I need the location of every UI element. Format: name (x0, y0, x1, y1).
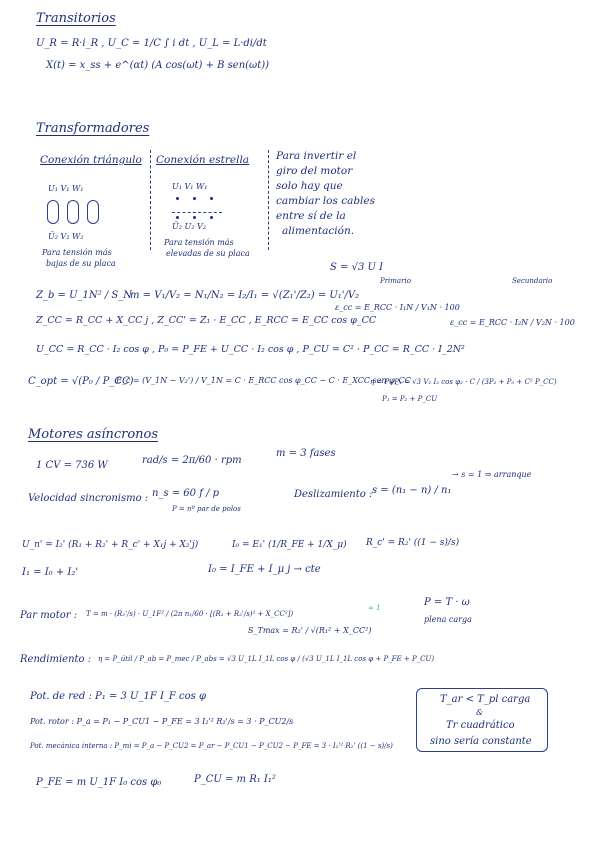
col3-line-2: giro del motor (276, 165, 353, 177)
terminal-dot-icon (193, 216, 196, 219)
col3-line-1: Para invertir el (276, 150, 357, 162)
col2-bottom-labels: Ū₂ U₂ V₂ (172, 222, 206, 231)
section-title-transformadores: Transformadores (36, 121, 150, 136)
col3-line-4: cambiar los cables (276, 195, 376, 207)
equation-par-motor: T = m · (R₂'/s) · U_1F² / (2π n₁/60 · [(R₁ + R₂'/s)² + X_CC²]) (86, 610, 294, 618)
column-divider-1 (150, 150, 151, 250)
equation-un: U_n' = I₂' (R₁ + R₂' + R_c' + X₁j + X₂'j) (22, 540, 199, 550)
winding-coil-icon (67, 200, 79, 224)
label-rendimiento: Rendimiento : (20, 654, 92, 665)
equation-transitorios-1: U_R = R·i_R , U_C = 1/C ∫ i dt , U_L = L·di/dt (36, 38, 267, 49)
note-box-line-4: sino sería constante (430, 736, 532, 747)
col3-line-5: entre sí de la (276, 210, 346, 222)
equation-deslizamiento: s = (n₁ − n) / n₁ (372, 485, 452, 496)
equation-velocidad: n_s = 60 f / p (152, 488, 220, 499)
label-secundario: Secundario (512, 277, 553, 285)
equation-pot-mecanica: Pot. mecánica interna : P_mi = P_a − P_CU2 = P_ar − P_CU1 − P_CU2 − P_FE = 3 · I₂'² R₂' ((1 − s)/s) (30, 742, 393, 750)
equation-i0b: I₀ = I_FE + I_μ j → cte (208, 564, 321, 575)
equation-ecc-primario: ε_cc = E_RCC · I₁N / V₁N · 100 (335, 303, 460, 312)
equation-stmax: S_Tmax = R₂' / √(R₁² + X_CC²) (248, 626, 372, 635)
col3-line-3: solo hay que (276, 180, 343, 192)
col1-note-1: Para tensión más (42, 248, 112, 257)
equation-pfe: P_FE = m U_1F I₀ cos φ₀ (36, 777, 162, 788)
note-box-line-3: Tr cuadrático (446, 720, 515, 731)
terminal-dot-icon (176, 197, 179, 200)
star-link-icon (172, 212, 222, 213)
equation-zb: Z_b = U_1N² / S_N (36, 290, 132, 301)
col2-terminal-labels: U₁ V₁ W₁ (172, 182, 208, 191)
col1-bottom-labels: Ū₂ V₂ W₂ (48, 232, 84, 241)
label-deslizamiento: Deslizamiento : (294, 489, 373, 500)
equation-ec: E_c = (V_1N − V₂') / V_1N = C · E_RCC cos φ_CC − C · E_XCC sen φ_CC (116, 376, 411, 385)
equation-fases: m = 3 fases (276, 448, 336, 459)
note-velocidad: P = nº par de polos (172, 505, 241, 513)
equation-m: m = V₁/V₂ = N₁/N₂ = I₂/I₁ = √(Z₁'/Z₂) = U₁'/V₂ (130, 290, 360, 301)
column-divider-2 (268, 150, 269, 250)
equation-ucc: U_CC = R_CC · I₂ cos φ , P₀ = P_FE + U_CC · I₂ cos φ , P_CU = C² · P_CC = R_CC · I_2N² (36, 344, 465, 355)
terminal-dot-icon (210, 197, 213, 200)
equation-pot-red: Pot. de red : P₁ = 3 U_1F I_F cos φ (30, 691, 206, 702)
label-velocidad: Velocidad sincronismo : (28, 493, 149, 504)
winding-coil-icon (47, 200, 59, 224)
note-plena-carga: plena carga (424, 615, 472, 624)
terminal-dot-icon (176, 216, 179, 219)
equation-ecc-secundario: ε_cc = E_RCC · I₂N / V₂N · 100 (450, 318, 575, 327)
section-title-motores: Motores asíncronos (28, 427, 159, 442)
label-primario: Primario (380, 277, 411, 285)
equation-i1: I₁ = I₀ + I₂' (22, 567, 79, 578)
equation-potencia: P = T · ω (424, 597, 470, 608)
col2-note-2: elevadas de su placa (166, 249, 250, 258)
equation-zcc: Z_CC = R_CC + X_CC j , Z_CC' = Z₁ · E_CC , E_RCC = E_CC cos φ_CC (36, 315, 377, 326)
equation-cv: 1 CV = 736 W (36, 460, 108, 471)
col2-note-1: Para tensión más (164, 238, 234, 247)
col1-title: Conexión triángulo (40, 154, 142, 166)
label-par-motor: Par motor : (20, 610, 78, 621)
note-deslizamiento: → s = 1 ⇒ arranque (452, 470, 532, 479)
terminal-dot-icon (210, 216, 213, 219)
equation-pcu: P_CU = m R₁ I₁² (194, 774, 276, 785)
col1-terminal-labels: U₁ V₁ W₁ (48, 184, 84, 193)
winding-coil-icon (87, 200, 99, 224)
equation-rendimiento: η = P_útil / P_ab = P_mec / P_abs = √3 U_1L I_1L cos φ / (√3 U_1L I_1L cos φ + P_FE + P_CU) (98, 655, 435, 663)
col1-note-2: bajas de su placa (46, 259, 116, 268)
note-stmax: ≈ 1 (368, 604, 381, 612)
equation-transitorios-2: X(t) = x_ss + e^(αt) (A cos(ωt) + B sen(ωt)) (46, 60, 270, 71)
equation-rads: rad/s = 2π/60 · rpm (142, 455, 242, 466)
equation-pot-rotor: Pot. rotor : P_a = P₁ − P_CU1 − P_FE = 3 I₂'² R₂'/s = 3 · P_CU2/s (30, 717, 294, 726)
col2-title: Conexión estrella (156, 154, 250, 166)
note-box-line-1: T_ar < T_pl carga (440, 694, 531, 705)
equation-copt: C_opt = √(P₀ / P_CC) (28, 376, 134, 387)
terminal-dot-icon (193, 197, 196, 200)
note-box-line-2: & (476, 708, 484, 717)
equation-s: S = √3 U I (330, 262, 384, 273)
equation-p1: P₁ = P₂ + P_CU (382, 395, 438, 403)
col3-line-6: alimentación. (282, 225, 355, 237)
equation-i0: I₀ = E₁' (1/R_FE + 1/X_μ) (232, 540, 347, 550)
section-title-transitorios: Transitorios (36, 11, 116, 26)
equation-eta: η = P₂/P₁ = √3 V₂ I₂ cos φ₂ · C / (3P₂ + P₀ + C² P_CC) (370, 378, 557, 386)
equation-rc: R_c' = R₂' ((1 − s)/s) (366, 538, 460, 548)
